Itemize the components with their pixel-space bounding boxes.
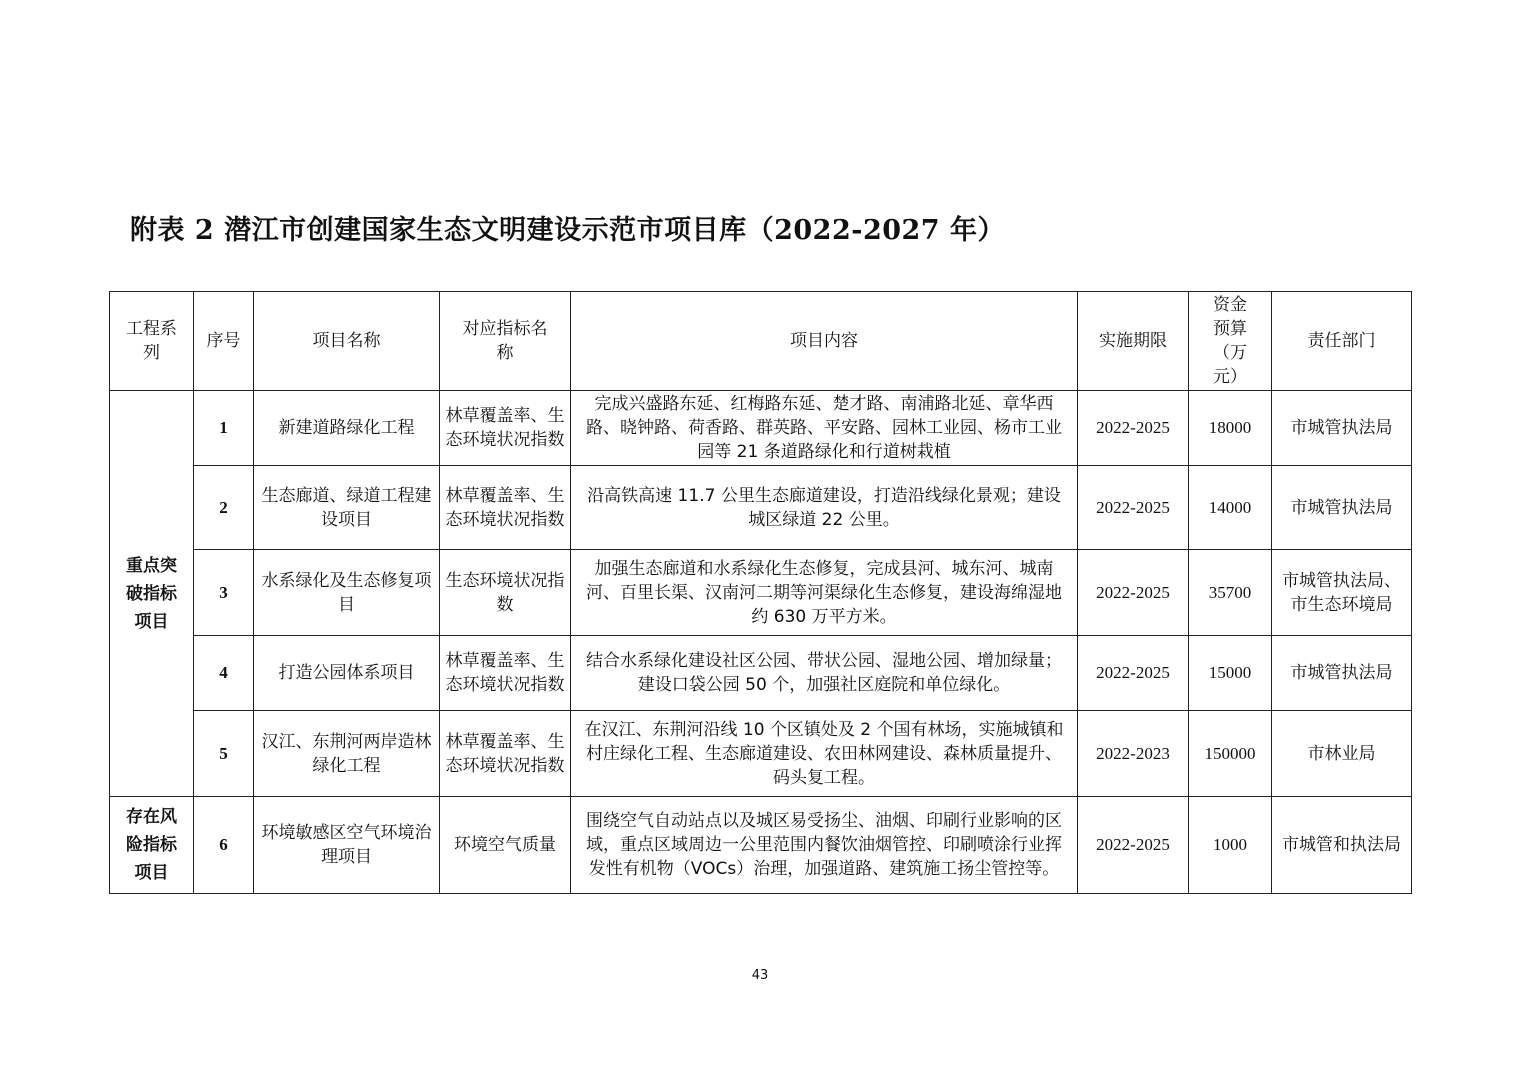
- indicator-cell: 林草覆盖率、生态环境状况指数: [440, 391, 571, 466]
- dept-cell: 市林业局: [1272, 711, 1412, 797]
- table-row: [110, 391, 1412, 466]
- indicator-cell: 林草覆盖率、生态环境状况指数: [440, 636, 571, 711]
- seq-cell: 6: [194, 797, 254, 894]
- seq-cell: 1: [194, 391, 254, 466]
- indicator-cell: 林草覆盖率、生态环境状况指数: [440, 711, 571, 797]
- name-cell: 汉江、东荆河两岸造林绿化工程: [254, 711, 440, 797]
- period-cell: 2022-2025: [1078, 391, 1189, 466]
- indicator-cell: 林草覆盖率、生态环境状况指数: [440, 466, 571, 550]
- dept-cell: 市城管和执法局: [1272, 797, 1412, 894]
- page-title: 附表 2 潜江市创建国家生态文明建设示范市项目库（2022-2027 年）: [130, 215, 1005, 246]
- name-cell: 新建道路绿化工程: [254, 391, 440, 466]
- name-cell: 水系绿化及生态修复项目: [254, 550, 440, 636]
- dept-cell: 市城管执法局: [1272, 466, 1412, 550]
- dept-cell: 市城管执法局: [1272, 391, 1412, 466]
- header-dept: 责任部门: [1272, 292, 1412, 391]
- period-cell: 2022-2025: [1078, 636, 1189, 711]
- page-number: 43: [751, 968, 769, 983]
- content-cell: 结合水系绿化建设社区公园、带状公园、湿地公园、增加绿量；建设口袋公园 50 个，加强社区庭院和单位绿化。: [571, 636, 1078, 711]
- project-table: [109, 291, 1412, 894]
- content-cell: 在汉江、东荆河沿线 10 个区镇处及 2 个国有林场，实施城镇和村庄绿化工程、生态廊道建设、农田林网建设、森林质量提升、码头复工程。: [571, 711, 1078, 797]
- header-period: 实施期限: [1078, 292, 1189, 391]
- header-seq: 序号: [194, 292, 254, 391]
- table-row: [110, 797, 1412, 894]
- period-cell: 2022-2025: [1078, 797, 1189, 894]
- content-cell: 完成兴盛路东延、红梅路东延、楚才路、南浦路北延、章华西路、晓钟路、荷香路、群英路、平安路、园林工业园、杨市工业园等 21 条道路绿化和行道树栽植: [571, 391, 1078, 466]
- header-indicator: 对应指标名称: [440, 292, 571, 391]
- name-cell: 生态廊道、绿道工程建设项目: [254, 466, 440, 550]
- seq-cell: 2: [194, 466, 254, 550]
- seq-cell: 5: [194, 711, 254, 797]
- dept-cell: 市城管执法局、市生态环境局: [1272, 550, 1412, 636]
- system-cell: 存在风险指标项目: [110, 797, 194, 894]
- name-cell: 环境敏感区空气环境治理项目: [254, 797, 440, 894]
- header-content: 项目内容: [571, 292, 1078, 391]
- header-system: 工程系列: [110, 292, 194, 391]
- period-cell: 2022-2025: [1078, 466, 1189, 550]
- budget-cell: 35700: [1189, 550, 1272, 636]
- seq-cell: 4: [194, 636, 254, 711]
- dept-cell: 市城管执法局: [1272, 636, 1412, 711]
- table-header-row: [110, 292, 1412, 391]
- budget-cell: 1000: [1189, 797, 1272, 894]
- system-cell: 重点突破指标项目: [110, 391, 194, 797]
- budget-cell: 18000: [1189, 391, 1272, 466]
- table-row: [110, 636, 1412, 711]
- table-row: [110, 550, 1412, 636]
- indicator-cell: 环境空气质量: [440, 797, 571, 894]
- name-cell: 打造公园体系项目: [254, 636, 440, 711]
- content-cell: 沿高铁高速 11.7 公里生态廊道建设，打造沿线绿化景观；建设城区绿道 22 公里。: [571, 466, 1078, 550]
- table-row: [110, 711, 1412, 797]
- budget-cell: 14000: [1189, 466, 1272, 550]
- content-cell: 加强生态廊道和水系绿化生态修复，完成县河、城东河、城南河、百里长渠、汉南河二期等河渠绿化生态修复，建设海绵湿地约 630 万平方米。: [571, 550, 1078, 636]
- period-cell: 2022-2023: [1078, 711, 1189, 797]
- content-cell: 围绕空气自动站点以及城区易受扬尘、油烟、印刷行业影响的区域，重点区域周边一公里范围内餐饮油烟管控、印刷喷涂行业挥发性有机物（VOCs）治理，加强道路、建筑施工扬尘管控等。: [571, 797, 1078, 894]
- header-budget: 资金预算（万元）: [1189, 292, 1272, 391]
- budget-cell: 15000: [1189, 636, 1272, 711]
- header-name: 项目名称: [254, 292, 440, 391]
- indicator-cell: 生态环境状况指数: [440, 550, 571, 636]
- budget-cell: 150000: [1189, 711, 1272, 797]
- table-row: [110, 466, 1412, 550]
- seq-cell: 3: [194, 550, 254, 636]
- period-cell: 2022-2025: [1078, 550, 1189, 636]
